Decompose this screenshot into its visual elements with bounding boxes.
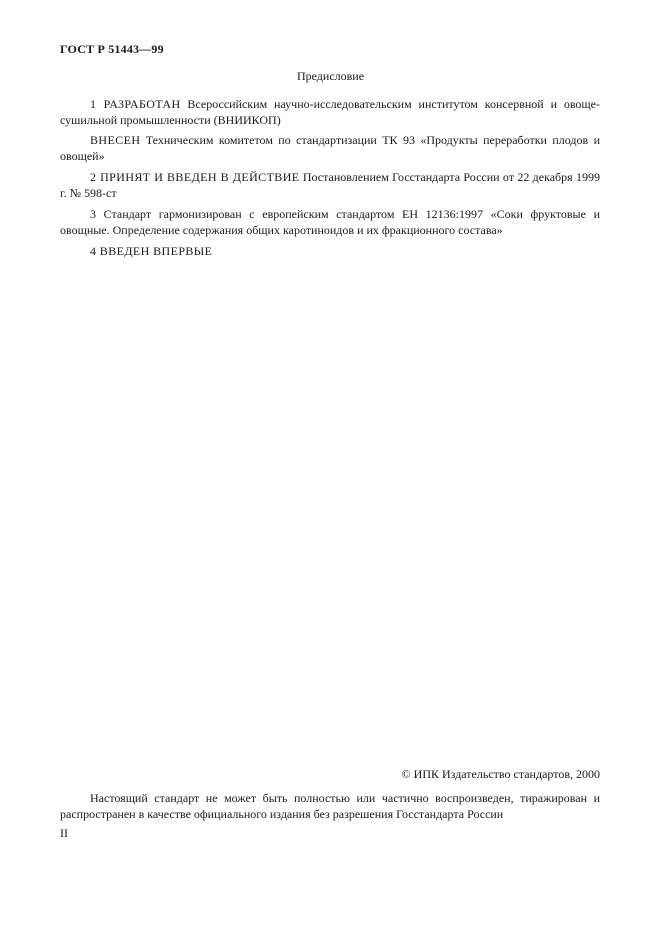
page-title: Предисловие (296, 69, 365, 83)
document-code: ГОСТ Р 51443—99 (60, 42, 164, 56)
paragraph-introduced-by (60, 133, 600, 164)
paragraph-text: Постановлением Госстандарта России от 22 декабря 1999 г. № 598-ст (60, 170, 600, 200)
paragraph-lead: 2 ПРИНЯТ И ВВЕДЕН В ДЕЙСТВИЕ (90, 170, 300, 184)
copyright-notice: © ИПК Издательство стандартов, 2000 (401, 767, 600, 781)
paragraph-developed-by (60, 97, 600, 128)
paragraph-adopted (60, 170, 600, 201)
paragraph-lead: 4 ВВЕДЕН ВПЕРВЫЕ (90, 244, 213, 258)
paragraph-lead: 1 РАЗРАБОТАН (90, 97, 181, 111)
paragraph-first-introduced (60, 244, 600, 260)
paragraph-text: Техническим комитетом по стандартизации ТК 93 «Продукты переработки плодов и овощей» (60, 133, 600, 163)
paragraph-harmonized (60, 207, 600, 238)
paragraph-lead: 3 (90, 207, 96, 221)
paragraph-text: Стандарт гармонизирован с европейским стандартом ЕН 12136:1997 «Соки фруктовые и овощные. Определение содержания общих каротиноидов и их фракционного состава» (60, 207, 600, 237)
paragraph-lead: ВНЕСЕН (90, 133, 141, 147)
page-number: II (60, 826, 68, 840)
reproduction-notice: Настоящий стандарт не может быть полностью или частично воспроизведен, тиражирован и распространен в качестве официального издания без разрешения Госстандарта России (60, 791, 600, 821)
paragraph-text: Всероссийским научно-исследовательским институтом консервной и овоще-сушильной промышленности (ВНИИКОП) (60, 97, 600, 127)
